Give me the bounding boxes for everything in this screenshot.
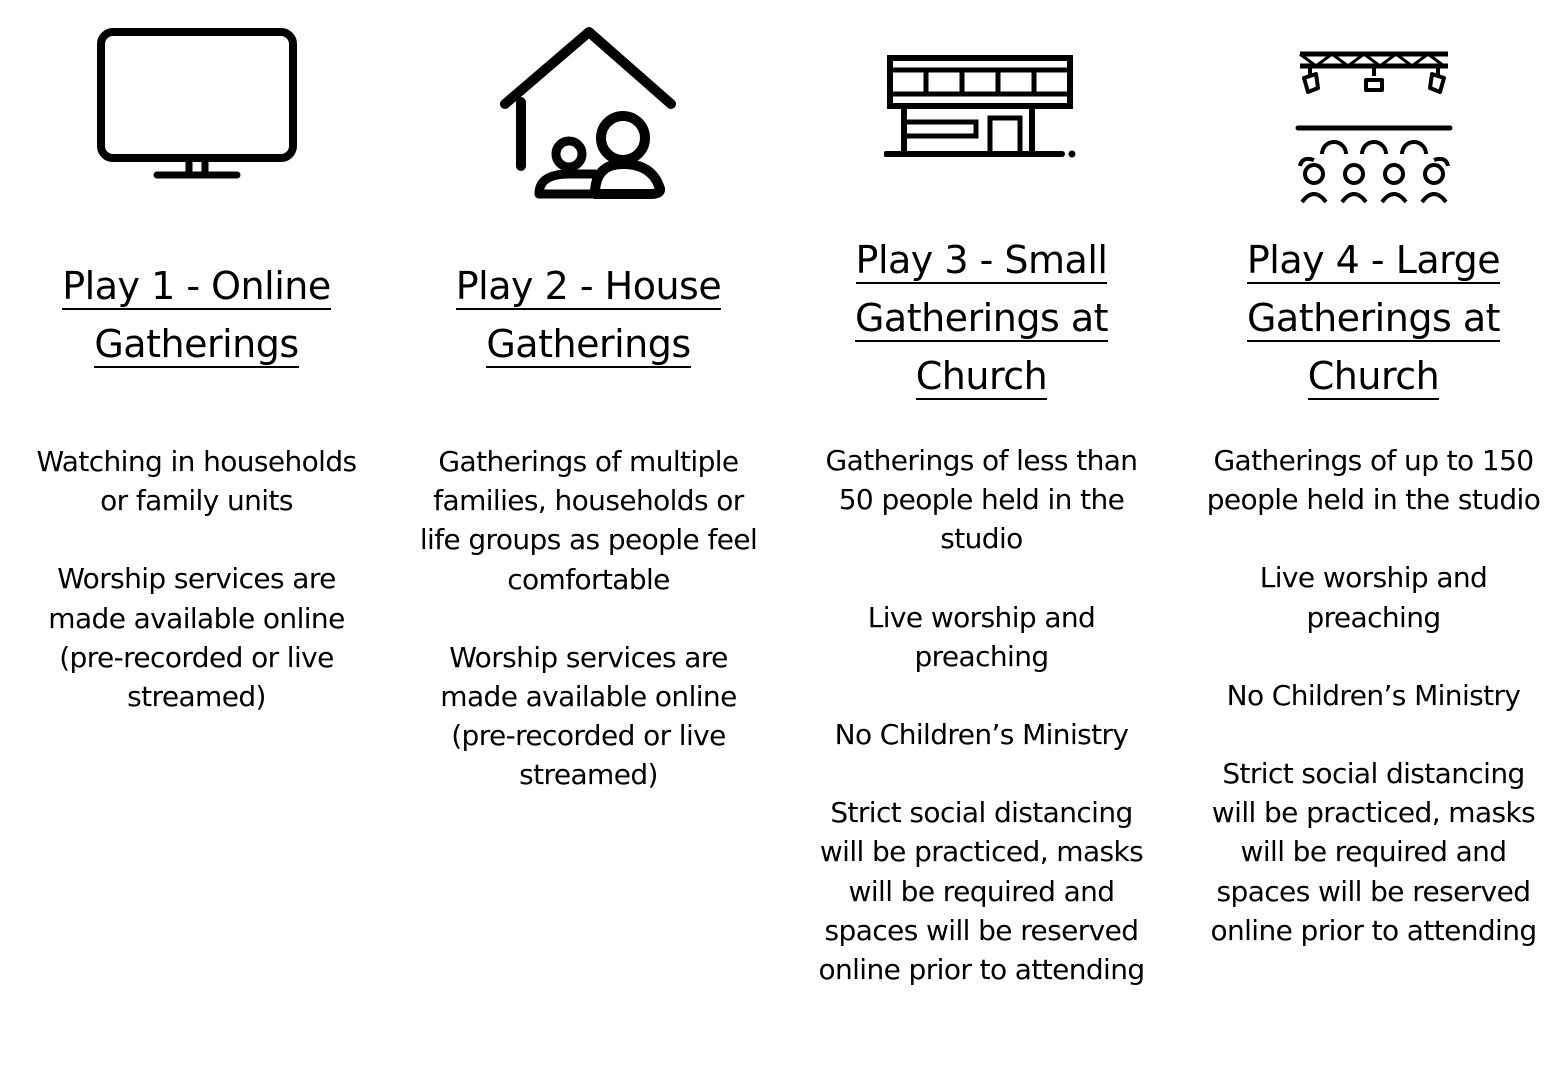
stage-audience-icon: [1177, 48, 1546, 208]
description-paragraph: Gatherings of less than 50 people held in the studio: [825, 444, 1138, 556]
play-4-description: [1177, 441, 1546, 989]
description-paragraph: Live worship and preaching: [867, 600, 1096, 673]
description-paragraph: Worship services are made available online (pre-recorded or live streamed): [48, 562, 345, 714]
play-2-column: [392, 0, 785, 1084]
description-paragraph: Gatherings of multiple families, households or life groups as people feel comfortable: [419, 445, 758, 596]
play-4-column: [1177, 0, 1546, 1084]
play-3-column: [785, 0, 1178, 1084]
play-3-description: [785, 441, 1178, 1028]
play-4-title: [1177, 234, 1546, 408]
title-line: Church: [1307, 354, 1440, 398]
title-line: Play 2 - House: [455, 264, 722, 308]
description-paragraph: Strict social distancing will be practiced, masks will be required and spaces will be reserved online prior to attending: [1210, 757, 1537, 947]
play-2-description: [392, 442, 785, 834]
description-paragraph: Strict social distancing will be practiced, masks will be required and spaces will be reserved online prior to attending: [818, 796, 1145, 987]
title-line: Church: [915, 354, 1048, 398]
description-paragraph: Watching in households or family units: [36, 445, 357, 518]
play-1-description: [0, 442, 393, 755]
title-line: Play 3 - Small: [855, 238, 1108, 282]
play-3-title: [785, 234, 1178, 408]
house-people-icon: [392, 26, 785, 206]
description-paragraph: Worship services are made available online (pre-recorded or live streamed): [440, 640, 737, 792]
description-paragraph: Gatherings of up to 150 people held in the studio: [1206, 444, 1541, 517]
church-building-icon: [785, 52, 1178, 162]
play-1-title: [0, 260, 393, 376]
description-paragraph: No Children’s Ministry: [1226, 678, 1521, 712]
play-1-column: [0, 0, 393, 1084]
description-paragraph: No Children’s Ministry: [834, 718, 1129, 752]
play-2-title: [392, 260, 785, 376]
description-paragraph: Live worship and preaching: [1259, 561, 1488, 634]
title-line: Gatherings: [94, 322, 299, 366]
tv-icon: [0, 28, 393, 180]
title-line: Play 4 - Large: [1246, 238, 1501, 282]
title-line: Gatherings: [486, 322, 691, 366]
title-line: Gatherings at: [854, 296, 1109, 340]
title-line: Play 1 - Online: [62, 264, 331, 308]
title-line: Gatherings at: [1246, 296, 1501, 340]
